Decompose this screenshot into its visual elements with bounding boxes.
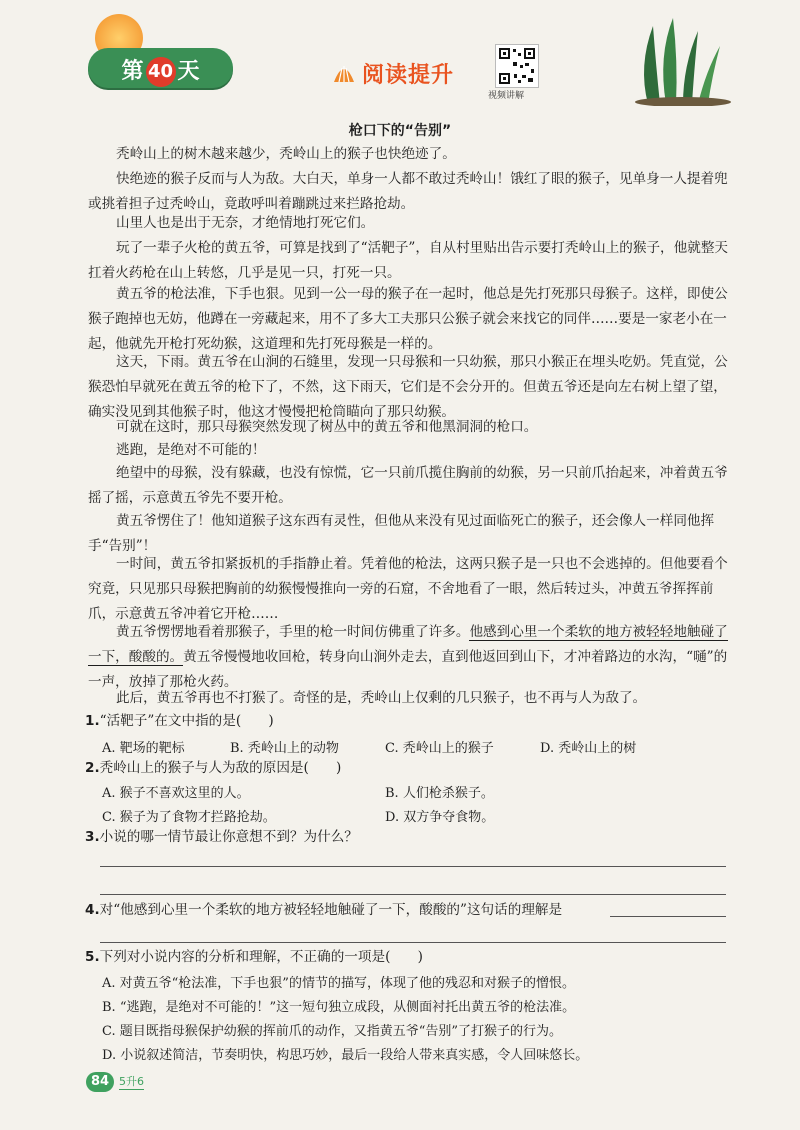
p12-underlined-sentence: 他感到心里一个柔软的地方被轻轻地触碰了一下，酸酸的。 xyxy=(88,624,728,665)
q5-option-c[interactable]: C. 题目既指母猴保护幼猴的挥前爪的动作，又指黄五爷“告别”了打猴子的行为。 xyxy=(102,1024,563,1039)
day-suffix: 天 xyxy=(177,59,200,84)
paragraph-13: 此后，黄五爷再也不打猴了。奇怪的是，秃岭山上仅剩的几只猴子，也不再与人为敌了。 xyxy=(116,690,647,706)
q4-answer-line-2[interactable] xyxy=(100,942,726,943)
paragraph-2: 快绝迹的猴子反而与人为敌。大白天，单身一人都不敢过秃岭山！饿红了眼的猴子，见单身一人提着兜或挑着担子过秃岭山，竟敢呼叫着蹦跳过来拦路抢劫。 xyxy=(88,171,728,212)
day-prefix: 第 xyxy=(121,59,144,84)
paragraph-11: 一时间，黄五爷扣紧扳机的手指静止着。凭着他的枪法，这两只猴子是一只也不会逃掉的。但他要看个究竟，只见那只母猴把胸前的幼猴慢慢推向一旁的石窟，不舍地看了一眼，然后转过头，冲黄五爷挥挥前爪，示意黄五爷冲着它开枪…… xyxy=(88,556,728,622)
q5-option-a[interactable]: A. 对黄五爷“枪法准，下手也狠”的情节的描写，体现了他的残忍和对猴子的憎恨。 xyxy=(102,976,575,991)
q5-option-d[interactable]: D. 小说叙述简洁，节奏明快，构思巧妙，最后一段给人带来真实感，令人回味悠长。 xyxy=(102,1048,589,1063)
p12-after: 黄五爷慢慢地收回枪，转身向山涧外走去，直到他返回到山下，才冲着路边的水沟，“嗵”的一声，放掉了那枪火药。 xyxy=(88,649,728,690)
q2-option-a[interactable]: A. 猴子不喜欢这里的人。 xyxy=(102,786,250,801)
question-5: 5.下列对小说内容的分析和理解，不正确的一项是( ) xyxy=(85,949,423,965)
question-3: 3.小说的哪一情节最让你意想不到？为什么？ xyxy=(85,829,358,845)
question-4-text: 对“他感到心里一个柔软的地方被轻轻地触碰了一下，酸酸的”这句话的理解是 xyxy=(99,902,563,918)
question-2: 2.秃岭山上的猴子与人为敌的原因是( ) xyxy=(85,760,342,776)
q3-answer-line-1[interactable] xyxy=(100,866,726,867)
question-4: 4.对“他感到心里一个柔软的地方被轻轻地触碰了一下，酸酸的”这句话的理解是 xyxy=(85,902,563,918)
shell-icon xyxy=(332,62,356,84)
paragraph-5: 黄五爷的枪法准，下手也狠。见到一公一母的猴子在一起时，他总是先打死那只母猴子。这样，即使公猴子跑掉也无妨，他蹲在一旁藏起来，用不了多大工夫那只公猴子就会来找它的同伴……要是一家老小在一起，他就先开枪打死幼猴，这道理和先打死母猴是一样的。 xyxy=(88,286,728,352)
question-1-text: “活靶子”在文中指的是( ) xyxy=(99,713,274,729)
q2-option-d[interactable]: D. 双方争夺食物。 xyxy=(385,810,495,825)
q5-option-b[interactable]: B. “逃跑，是绝对不可能的！”这一短句独立成段，从侧面衬托出黄五爷的枪法准。 xyxy=(102,1000,576,1015)
q1-option-b[interactable]: B. 秃岭山上的动物 xyxy=(230,741,339,756)
question-2-text: 秃岭山上的猴子与人为敌的原因是( ) xyxy=(99,760,342,776)
q2-option-b[interactable]: B. 人们枪杀猴子。 xyxy=(385,786,494,801)
section-title: 阅读提升 xyxy=(362,63,455,88)
paragraph-4: 玩了一辈子火枪的黄五爷，可算是找到了“活靶子”，自从村里贴出告示要打秃岭山上的猴子，他就整天扛着火药枪在山上转悠，几乎是见一只，打死一只。 xyxy=(88,240,729,281)
paragraph-6: 这天，下雨。黄五爷在山涧的石缝里，发现一只母猴和一只幼猴，那只小猴正在埋头吃奶。凭直觉，公猴恐怕早就死在黄五爷的枪下了，不然，这下雨天，它们是不会分开的。但黄五爷还是向左右树上望了望，确实没见到其他猴子时，他这才慢慢把枪筒瞄向了那只幼猴。 xyxy=(88,354,728,420)
day-number: 40 xyxy=(146,57,176,87)
paragraph-7: 可就在这时，那只母猴突然发现了树丛中的黄五爷和他黑洞洞的枪口。 xyxy=(116,419,538,435)
qr-caption: 视频讲解 xyxy=(488,91,525,101)
question-3-text: 小说的哪一情节最让你意想不到？为什么？ xyxy=(99,829,358,845)
q1-option-a[interactable]: A. 靶场的靶标 xyxy=(102,741,185,756)
paragraph-9: 绝望中的母猴，没有躲藏，也没有惊慌，它一只前爪揽住胸前的幼猴，另一只前爪抬起来，冲着黄五爷摇了摇，示意黄五爷先不要开枪。 xyxy=(88,465,728,506)
article-title: 枪口下的“告别” xyxy=(348,123,452,139)
q1-option-c[interactable]: C. 秃岭山上的猴子 xyxy=(385,741,494,756)
paragraph-12 xyxy=(88,620,733,695)
question-1: 1.“活靶子”在文中指的是( ) xyxy=(85,713,274,729)
q2-option-c[interactable]: C. 猴子为了食物才拦路抢劫。 xyxy=(102,810,276,825)
paragraph-1: 秃岭山上的树木越来越少，秃岭山上的猴子也快绝迹了。 xyxy=(116,146,456,162)
q1-option-d[interactable]: D. 秃岭山上的树 xyxy=(540,741,637,756)
qr-code-icon[interactable] xyxy=(495,44,539,88)
seaweed-icon xyxy=(628,16,738,106)
question-5-text: 下列对小说内容的分析和理解，不正确的一项是( ) xyxy=(99,949,423,965)
page-header xyxy=(0,0,800,110)
page-number: 84 xyxy=(86,1072,114,1092)
q3-answer-line-2[interactable] xyxy=(100,894,726,895)
p12-before: 黄五爷愣愣地看着那猴子，手里的枪一时间仿佛重了许多。 xyxy=(116,624,470,640)
paragraph-3: 山里人也是出于无奈，才绝情地打死它们。 xyxy=(116,215,375,231)
day-badge xyxy=(88,48,233,88)
grade-label: 5升6 xyxy=(119,1075,144,1088)
q4-answer-line-inline[interactable] xyxy=(610,916,726,917)
paragraph-8: 逃跑，是绝对不可能的！ xyxy=(116,442,266,458)
paragraph-10: 黄五爷愣住了！他知道猴子这东西有灵性，但他从来没有见过面临死亡的猴子，还会像人一样同他挥手“告别”！ xyxy=(88,513,715,554)
